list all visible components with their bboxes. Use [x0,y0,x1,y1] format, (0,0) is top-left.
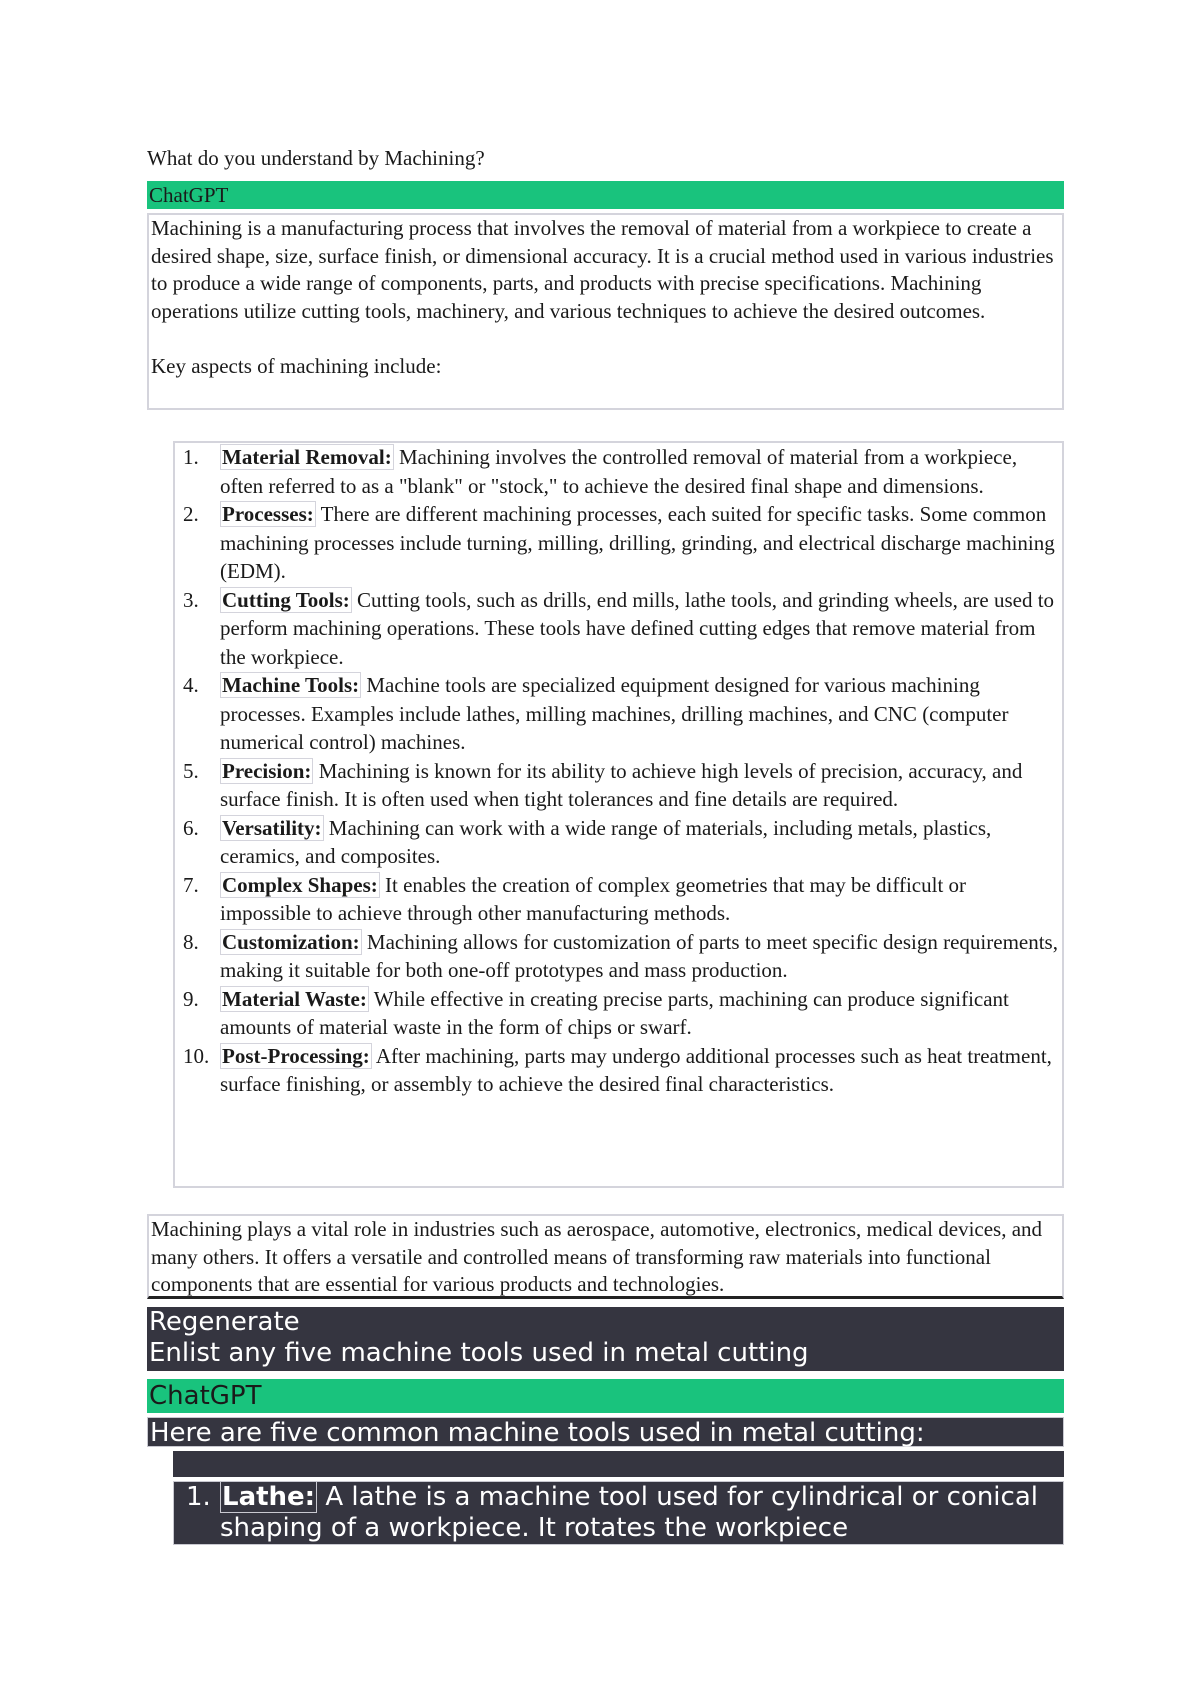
list-item-text: Machine tools are specialized equipment designed for various machining processes. Examples include lathes, milling machines, drilling machines, and CNC (computer numerical control) machines. [220,673,1009,754]
tools-list [173,1481,1064,1545]
list-item-term: Versatility: [222,815,322,840]
list-item-number: 7. [183,872,199,897]
question-heading: What do you understand by Machining? [147,146,485,170]
list-item-term: Customization: [222,929,360,954]
list-item [175,1042,1062,1099]
answer-intro [147,213,1064,410]
list-item-text: Machining is known for its ability to achieve high levels of precision, accuracy, and surface finish. It is often used when tight tolerances and fine details are required. [220,758,1023,811]
list-item [175,814,1062,871]
chatgpt-label-2: ChatGPT [147,1379,1064,1413]
list-item-text: There are different machining processes, each suited for specific tasks. Some common machining processes include turning, milling, drilling, grinding, and electrical discharge machining (EDM). [220,502,1055,583]
regenerate-block [147,1307,1064,1371]
list-item-term: Precision: [222,758,312,783]
tools-lead: Here are five common machine tools used in metal cutting: [147,1417,1064,1447]
answer-paragraph: Key aspects of machining include: [151,354,442,378]
list-item-text: After machining, parts may undergo additional processes such as heat treatment, surface finishing, or assembly to achieve the desired final characteristics. [220,1043,1052,1096]
list-item [175,871,1062,928]
tool-item-term: Lathe: [222,1482,316,1512]
closing-paragraph: Machining plays a vital role in industries such as aerospace, automotive, electronics, medical devices, and many others. It offers a versatile and controlled means of transforming raw materials into functional components that are essential for various products and technologies. [147,1214,1064,1299]
list-item-term: Processes: [222,502,314,526]
list-item-number: 1. [183,445,199,469]
list-item [175,500,1062,586]
list-item [175,757,1062,814]
list-item-number: 5. [183,758,199,783]
answer-paragraph: Machining is a manufacturing process that involves the removal of material from a workpiece to create a desired shape, size, surface finish, or dimensional accuracy. It is a crucial method used in various industries to produce a wide range of components, parts, and products with precise specifications. Machining operations utilize cutting tools, machinery, and various techniques to achieve the desired outcomes. [151,216,1054,323]
chatgpt-label: ChatGPT [147,181,1064,209]
list-item-number: 8. [183,929,199,954]
list-item-term: Cutting Tools: [222,587,350,612]
second-question: Enlist any five machine tools used in metal cutting [149,1338,809,1368]
list-item-text: It enables the creation of complex geometries that may be difficult or impossible to achieve through other manufacturing methods. [220,872,967,925]
list-item-text: Machining can work with a wide range of materials, including metals, plastics, ceramics, and composites. [220,815,992,868]
list-item-number: 2. [183,502,199,526]
list-item-text: Machining involves the controlled removal of material from a workpiece, often referred to as a "blank" or "stock," to achieve the desired final shape and dimensions. [220,445,1018,498]
tool-item [186,1482,1063,1544]
list-item [175,586,1062,672]
list-item [175,443,1062,500]
list-item-term: Complex Shapes: [222,872,378,897]
list-item-number: 9. [183,986,199,1011]
list-item-number: 3. [183,587,199,612]
list-item-term: Post-Processing: [222,1043,370,1068]
spacer-block [173,1451,1064,1477]
tool-item-text: A lathe is a machine tool used for cylindrical or conical shaping of a workpiece. It rotates the workpiece [220,1482,1038,1543]
list-item-term: Material Removal: [222,445,392,469]
list-item [175,928,1062,985]
tool-item-number: 1. [186,1482,211,1512]
list-item-number: 6. [183,815,199,840]
list-item [175,985,1062,1042]
list-item-text: Cutting tools, such as drills, end mills, lathe tools, and grinding wheels, are used to perform machining operations. These tools have defined cutting edges that remove material from the workpiece. [220,587,1055,669]
list-item-number: 4. [183,673,199,697]
aspects-list [173,441,1064,1188]
list-item-text: Machining allows for customization of parts to meet specific design requirements, making it suitable for both one-off prototypes and mass production. [220,929,1058,982]
list-item-term: Material Waste: [222,986,367,1011]
list-item [175,671,1062,757]
list-item-term: Machine Tools: [222,673,360,697]
list-item-number: 10. [183,1043,210,1068]
list-item-text: While effective in creating precise parts, machining can produce significant amounts of material waste in the form of chips or swarf. [220,986,1009,1039]
regenerate-button[interactable]: Regenerate [149,1307,300,1337]
